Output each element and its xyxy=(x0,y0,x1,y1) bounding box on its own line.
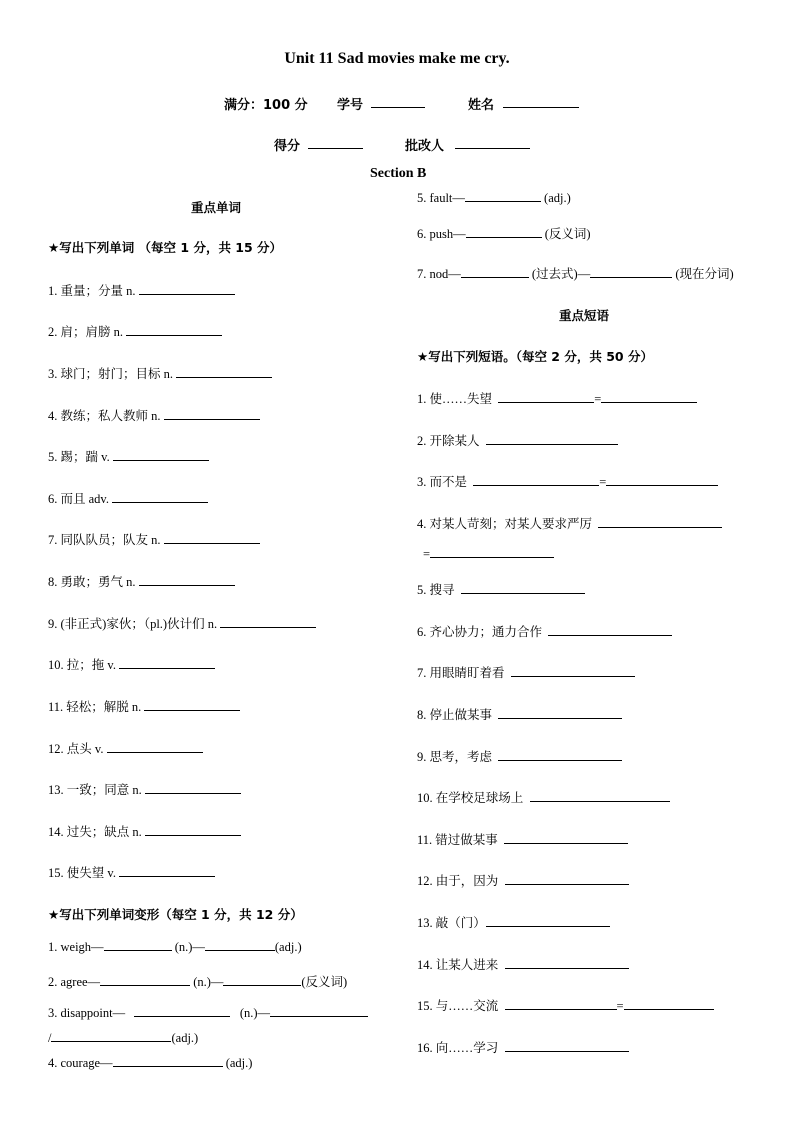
answer-blank[interactable] xyxy=(598,516,722,528)
task-forms-heading: ★写出下列单词变形（每空 1 分，共 12 分） xyxy=(48,907,303,922)
answer-blank[interactable] xyxy=(505,873,629,885)
form-item-3-cont: / (adj.) xyxy=(48,1031,199,1045)
answer-blank[interactable] xyxy=(466,226,542,238)
phrase-item-11: 11. 错过做某事 xyxy=(417,830,628,848)
word-item-12: 12. 点头 v. xyxy=(48,739,203,757)
answer-blank[interactable] xyxy=(461,266,529,278)
phrase-item-4-cont: = xyxy=(423,546,554,562)
phrase-item-4: 4. 对某人苛刻；对某人要求严厉 xyxy=(417,514,722,532)
answer-blank[interactable] xyxy=(119,865,215,877)
phrase-item-2: 2. 开除某人 xyxy=(417,431,618,449)
word-item-5: 5. 踢；踹 v. xyxy=(48,447,209,465)
answer-blank[interactable] xyxy=(107,741,203,753)
answer-blank[interactable] xyxy=(505,1040,629,1052)
word-item-3: 3. 球门；射门；目标 n. xyxy=(48,364,272,382)
answer-blank[interactable] xyxy=(505,957,629,969)
word-item-8: 8. 勇敢；勇气 n. xyxy=(48,572,235,590)
full-marks: 满分：100 分 xyxy=(224,98,308,113)
name-label: 姓名 xyxy=(468,98,495,113)
word-item-4: 4. 教练；私人教师 n. xyxy=(48,406,260,424)
student-no-label: 学号 xyxy=(337,98,364,113)
form-item-3: 3. disappoint— (n.)— xyxy=(48,1005,368,1021)
answer-blank[interactable] xyxy=(601,391,697,403)
answer-blank[interactable] xyxy=(119,657,215,669)
answer-blank[interactable] xyxy=(498,391,594,403)
word-item-7: 7. 同队队员；队友 n. xyxy=(48,530,260,548)
answer-blank[interactable] xyxy=(164,408,260,420)
answer-blank[interactable] xyxy=(220,616,316,628)
answer-blank[interactable] xyxy=(486,915,610,927)
phrase-item-16: 16. 向……学习 xyxy=(417,1038,629,1056)
answer-blank[interactable] xyxy=(498,707,622,719)
answer-blank[interactable] xyxy=(112,491,208,503)
answer-blank[interactable] xyxy=(530,790,670,802)
name-field[interactable] xyxy=(503,96,579,108)
answer-blank[interactable] xyxy=(113,1055,223,1067)
answer-blank[interactable] xyxy=(505,998,617,1010)
grader-field[interactable] xyxy=(455,137,530,149)
answer-blank[interactable] xyxy=(511,665,635,677)
form-item-2: 2. agree— (n.)— (反义词) xyxy=(48,975,348,989)
phrase-item-7: 7. 用眼睛盯着看 xyxy=(417,663,635,681)
answer-blank[interactable] xyxy=(465,190,541,202)
key-words-heading: 重点单词 xyxy=(191,200,242,215)
form-item-1: 1. weigh— (n.)— (adj.) xyxy=(48,940,302,954)
word-item-10: 10. 拉；拖 v. xyxy=(48,655,215,673)
answer-blank[interactable] xyxy=(430,546,554,558)
answer-blank[interactable] xyxy=(139,574,235,586)
phrase-item-15: 15. 与……交流 = xyxy=(417,996,714,1014)
phrase-item-14: 14. 让某人进来 xyxy=(417,955,629,973)
answer-blank[interactable] xyxy=(51,1030,171,1042)
form-item-5: 5. fault— (adj.) xyxy=(417,191,571,205)
answer-blank[interactable] xyxy=(270,1005,368,1017)
phrase-item-13: 13. 敲（门） xyxy=(417,913,610,931)
answer-blank[interactable] xyxy=(134,1005,230,1017)
answer-blank[interactable] xyxy=(590,266,672,278)
word-item-9: 9. (非正式)家伙；（pl.)伙计们 n. xyxy=(48,614,316,632)
word-item-6: 6. 而且 adv. xyxy=(48,489,208,507)
answer-blank[interactable] xyxy=(624,998,714,1010)
task-phrases-heading: ★写出下列短语。（每空 2 分，共 50 分） xyxy=(417,349,653,364)
word-item-1: 1. 重量；分量 n. xyxy=(48,281,235,299)
task-words-heading: ★写出下列单词 （每空 1 分，共 15 分） xyxy=(48,240,283,255)
phrase-item-6: 6. 齐心协力；通力合作 xyxy=(417,622,672,640)
answer-blank[interactable] xyxy=(548,624,672,636)
section-title: Section B xyxy=(370,166,427,181)
phrase-item-1: 1. 使……失望 = xyxy=(417,389,697,407)
answer-blank[interactable] xyxy=(205,939,275,951)
answer-blank[interactable] xyxy=(504,832,628,844)
form-item-6: 6. push— (反义词) xyxy=(417,227,591,241)
form-item-7: 7. nod— (过去式)— (现在分词) xyxy=(417,267,734,281)
answer-blank[interactable] xyxy=(145,782,241,794)
answer-blank[interactable] xyxy=(164,532,260,544)
score-label: 得分 xyxy=(274,139,301,154)
answer-blank[interactable] xyxy=(104,939,172,951)
grader-label: 批改人 xyxy=(405,139,445,154)
answer-blank[interactable] xyxy=(498,749,622,761)
answer-blank[interactable] xyxy=(461,582,585,594)
answer-blank[interactable] xyxy=(145,824,241,836)
phrase-item-3: 3. 而不是 = xyxy=(417,472,718,490)
score-field[interactable] xyxy=(308,137,363,149)
word-item-14: 14. 过失；缺点 n. xyxy=(48,822,241,840)
answer-blank[interactable] xyxy=(100,974,190,986)
word-item-2: 2. 肩；肩膀 n. xyxy=(48,322,222,340)
answer-blank[interactable] xyxy=(126,324,222,336)
student-no-field[interactable] xyxy=(371,96,425,108)
answer-blank[interactable] xyxy=(473,474,599,486)
word-item-11: 11. 轻松；解脱 n. xyxy=(48,697,240,715)
word-item-15: 15. 使失望 v. xyxy=(48,863,215,881)
answer-blank[interactable] xyxy=(176,366,272,378)
phrase-item-10: 10. 在学校足球场上 xyxy=(417,788,670,806)
answer-blank[interactable] xyxy=(223,974,301,986)
page-title: Unit 11 Sad movies make me cry. xyxy=(284,50,510,67)
phrase-item-8: 8. 停止做某事 xyxy=(417,705,622,723)
answer-blank[interactable] xyxy=(113,449,209,461)
word-item-13: 13. 一致；同意 n. xyxy=(48,780,241,798)
answer-blank[interactable] xyxy=(486,433,618,445)
key-phrases-heading: 重点短语 xyxy=(559,308,610,323)
answer-blank[interactable] xyxy=(139,283,235,295)
phrase-item-12: 12. 由于，因为 xyxy=(417,871,629,889)
form-item-4: 4. courage— (adj.) xyxy=(48,1056,253,1070)
answer-blank[interactable] xyxy=(144,699,240,711)
phrase-item-9: 9. 思考，考虑 xyxy=(417,747,622,765)
phrase-item-5: 5. 搜寻 xyxy=(417,580,585,598)
answer-blank[interactable] xyxy=(606,474,718,486)
